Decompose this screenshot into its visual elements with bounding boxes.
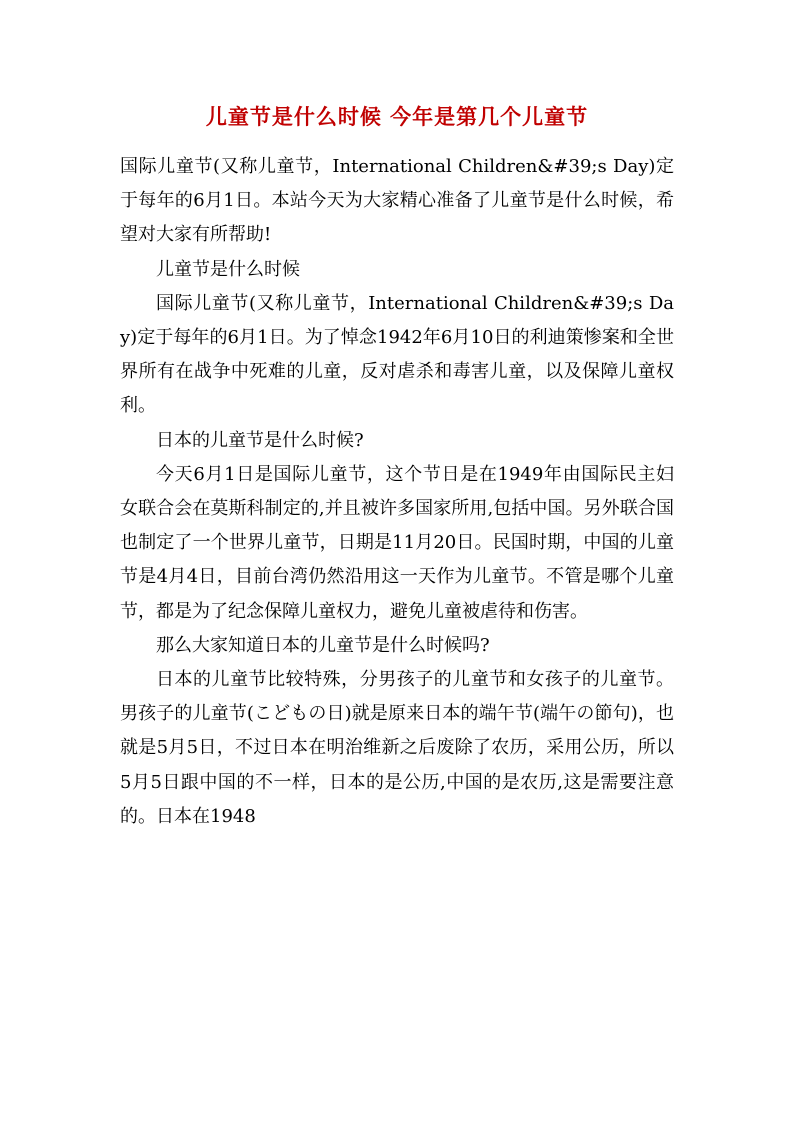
section-heading-question: 那么大家知道日本的儿童节是什么时候吗? <box>156 634 490 656</box>
section-heading-japan: 日本的儿童节是什么时候? <box>156 429 364 451</box>
section-heading-when: 儿童节是什么时候 <box>156 258 300 280</box>
body-paragraph: 今天6月1日是国际儿童节，这个节日是在1949年由国际民主妇女联合会在莫斯科制定的,并且被许多国家所用,包括中国。另外联合国也制定了一个世界儿童节，日期是11月20日。民国时期，中国的儿童节是4月4日，目前台湾仍然沿用这一天作为儿童节。不管是哪个儿童节，都是为了纪念保障儿童权力，避免儿童被虐待和伤害。 <box>120 463 674 622</box>
body-paragraph: 国际儿童节(又称儿童节，International Children&#39;s Day)定于每年的6月1日。为了悼念1942年6月10日的利迪策惨案和全世界所有在战争中死难的儿童，反对虐杀和毒害儿童，以及保障儿童权利。 <box>120 292 674 417</box>
document-page <box>120 96 674 834</box>
body-paragraph: 日本的儿童节比较特殊，分男孩子的儿童节和女孩子的儿童节。男孩子的儿童节(こどもの日)就是原来日本的端午节(端午の節句)，也就是5月5日，不过日本在明治维新之后废除了农历，采用公历，所以5月5日跟中国的不一样，日本的是公历,中国的是农历,这是需要注意的。日本在1948 <box>120 669 674 827</box>
document-title: 儿童节是什么时候 今年是第几个儿童节 <box>205 104 589 129</box>
intro-paragraph: 国际儿童节(又称儿童节，International Children&#39;s Day)定于每年的6月1日。本站今天为大家精心准备了儿童节是什么时候，希望对大家有所帮助! <box>120 156 674 246</box>
